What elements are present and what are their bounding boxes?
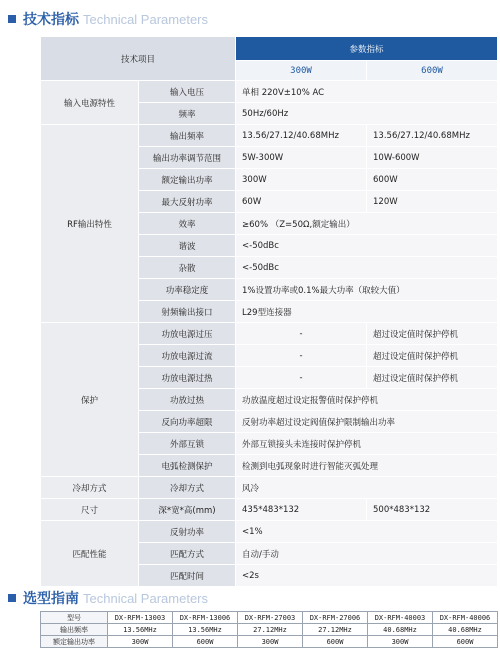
table-row xyxy=(41,612,498,624)
label-max-reflected-power: 最大反射功率 xyxy=(139,191,236,213)
value-amp-overheat: 功放温度超过设定报警值时保护停机 xyxy=(236,389,498,411)
section2-title-cn: 选型指南 xyxy=(23,591,79,607)
value-spurious: <-50dBc xyxy=(236,257,498,279)
table-row xyxy=(41,624,498,636)
square-bullet-icon xyxy=(8,594,16,602)
value-match-time: <2s xyxy=(236,565,498,587)
selection-cell: 27.12MHz xyxy=(303,624,368,636)
label-power-range: 输出功率调节范围 xyxy=(139,147,236,169)
header-params: 参数指标 xyxy=(236,37,498,61)
label-spurious: 杂散 xyxy=(139,257,236,279)
section2-title-en: Technical Parameters xyxy=(83,591,208,606)
selection-cell: 27.12MHz xyxy=(238,624,303,636)
value-overcurrent-300: - xyxy=(236,345,367,367)
value-match-mode: 自动/手动 xyxy=(236,543,498,565)
value-rf-output-port: L29型连接器 xyxy=(236,301,498,323)
value-input-voltage: 单相 220V±10% AC xyxy=(236,81,498,103)
selection-cell: DX-RFM-13006 xyxy=(173,612,238,624)
selection-cell: 输出频率 xyxy=(41,624,108,636)
label-input-voltage: 输入电压 xyxy=(139,81,236,103)
label-power-stability: 功率稳定度 xyxy=(139,279,236,301)
selection-cell: 600W xyxy=(173,636,238,648)
value-reverse-power: 反射功率超过设定阀值保护限制输出功率 xyxy=(236,411,498,433)
label-overcurrent: 功放电源过流 xyxy=(139,345,236,367)
group-rf-output: RF输出特性 xyxy=(41,125,139,323)
selection-cell: 额定输出功率 xyxy=(41,636,108,648)
section-title-en: Technical Parameters xyxy=(83,12,208,27)
header-600w: 600W xyxy=(367,61,498,81)
value-efficiency: ≥60% （Z=50Ω,额定输出） xyxy=(236,213,498,235)
selection-cell: DX-RFM-27003 xyxy=(238,612,303,624)
selection-cell: 13.56MHz xyxy=(173,624,238,636)
group-size: 尺寸 xyxy=(41,499,139,521)
label-match-reflected: 反射功率 xyxy=(139,521,236,543)
selection-cell: 300W xyxy=(238,636,303,648)
section-title-cn: 技术指标 xyxy=(23,12,79,28)
selection-cell: DX-RFM-13003 xyxy=(108,612,173,624)
value-arc-detection: 检测到电弧现象时进行智能灭弧处理 xyxy=(236,455,498,477)
value-rated-power-600: 600W xyxy=(367,169,498,191)
square-bullet-icon xyxy=(8,15,16,23)
selection-cell: 40.68MHz xyxy=(433,624,498,636)
label-efficiency: 效率 xyxy=(139,213,236,235)
value-cooling: 风冷 xyxy=(236,477,498,499)
label-dimensions: 深*宽*高(mm) xyxy=(139,499,236,521)
section-heading-selection xyxy=(8,588,208,608)
group-input-power: 输入电源特性 xyxy=(41,81,139,125)
header-300w: 300W xyxy=(236,61,367,81)
section-heading-technical xyxy=(8,9,208,29)
label-cooling: 冷却方式 xyxy=(139,477,236,499)
selection-cell: 13.56MHz xyxy=(108,624,173,636)
label-frequency: 频率 xyxy=(139,103,236,125)
value-overcurrent-600: 超过设定值时保护停机 xyxy=(367,345,498,367)
selection-cell: 600W xyxy=(303,636,368,648)
value-overheat-300: - xyxy=(236,367,367,389)
selection-cell: 型号 xyxy=(41,612,108,624)
label-reverse-power: 反向功率超限 xyxy=(139,411,236,433)
value-match-reflected: <1% xyxy=(236,521,498,543)
value-output-frequency-300: 13.56/27.12/40.68MHz xyxy=(236,125,367,147)
value-frequency: 50Hz/60Hz xyxy=(236,103,498,125)
value-max-reflected-300: 60W xyxy=(236,191,367,213)
selection-cell: 300W xyxy=(368,636,433,648)
technical-parameters-table xyxy=(40,36,498,587)
value-dimensions-300: 435*483*132 xyxy=(236,499,367,521)
value-overvoltage-600: 超过设定值时保护停机 xyxy=(367,323,498,345)
label-output-frequency: 输出频率 xyxy=(139,125,236,147)
label-match-time: 匹配时间 xyxy=(139,565,236,587)
group-cooling: 冷却方式 xyxy=(41,477,139,499)
value-external-interlock: 外部互锁接头未连接时保护停机 xyxy=(236,433,498,455)
selection-cell: DX-RFM-27006 xyxy=(303,612,368,624)
table-row xyxy=(41,636,498,648)
value-rated-power-300: 300W xyxy=(236,169,367,191)
group-protection: 保护 xyxy=(41,323,139,477)
value-power-range-600: 10W-600W xyxy=(367,147,498,169)
value-overheat-600: 超过设定值时保护停机 xyxy=(367,367,498,389)
selection-cell: DX-RFM-40006 xyxy=(433,612,498,624)
value-power-range-300: 5W-300W xyxy=(236,147,367,169)
header-item: 技术项目 xyxy=(41,37,236,81)
selection-cell: DX-RFM-40003 xyxy=(368,612,433,624)
label-rated-power: 额定输出功率 xyxy=(139,169,236,191)
value-overvoltage-300: - xyxy=(236,323,367,345)
value-harmonics: <-50dBc xyxy=(236,235,498,257)
label-amp-overheat: 功放过热 xyxy=(139,389,236,411)
label-external-interlock: 外部互锁 xyxy=(139,433,236,455)
label-harmonics: 谐波 xyxy=(139,235,236,257)
value-output-frequency-600: 13.56/27.12/40.68MHz xyxy=(367,125,498,147)
selection-cell: 300W xyxy=(108,636,173,648)
label-arc-detection: 电弧检测保护 xyxy=(139,455,236,477)
value-power-stability: 1%设置功率或0.1%最大功率（取较大值） xyxy=(236,279,498,301)
label-rf-output-port: 射频输出接口 xyxy=(139,301,236,323)
label-match-mode: 匹配方式 xyxy=(139,543,236,565)
selection-guide-table xyxy=(40,611,498,648)
label-overvoltage: 功放电源过压 xyxy=(139,323,236,345)
selection-cell: 600W xyxy=(433,636,498,648)
label-overheat: 功放电源过热 xyxy=(139,367,236,389)
value-max-reflected-600: 120W xyxy=(367,191,498,213)
selection-cell: 40.68MHz xyxy=(368,624,433,636)
group-matching: 匹配性能 xyxy=(41,521,139,587)
value-dimensions-600: 500*483*132 xyxy=(367,499,498,521)
